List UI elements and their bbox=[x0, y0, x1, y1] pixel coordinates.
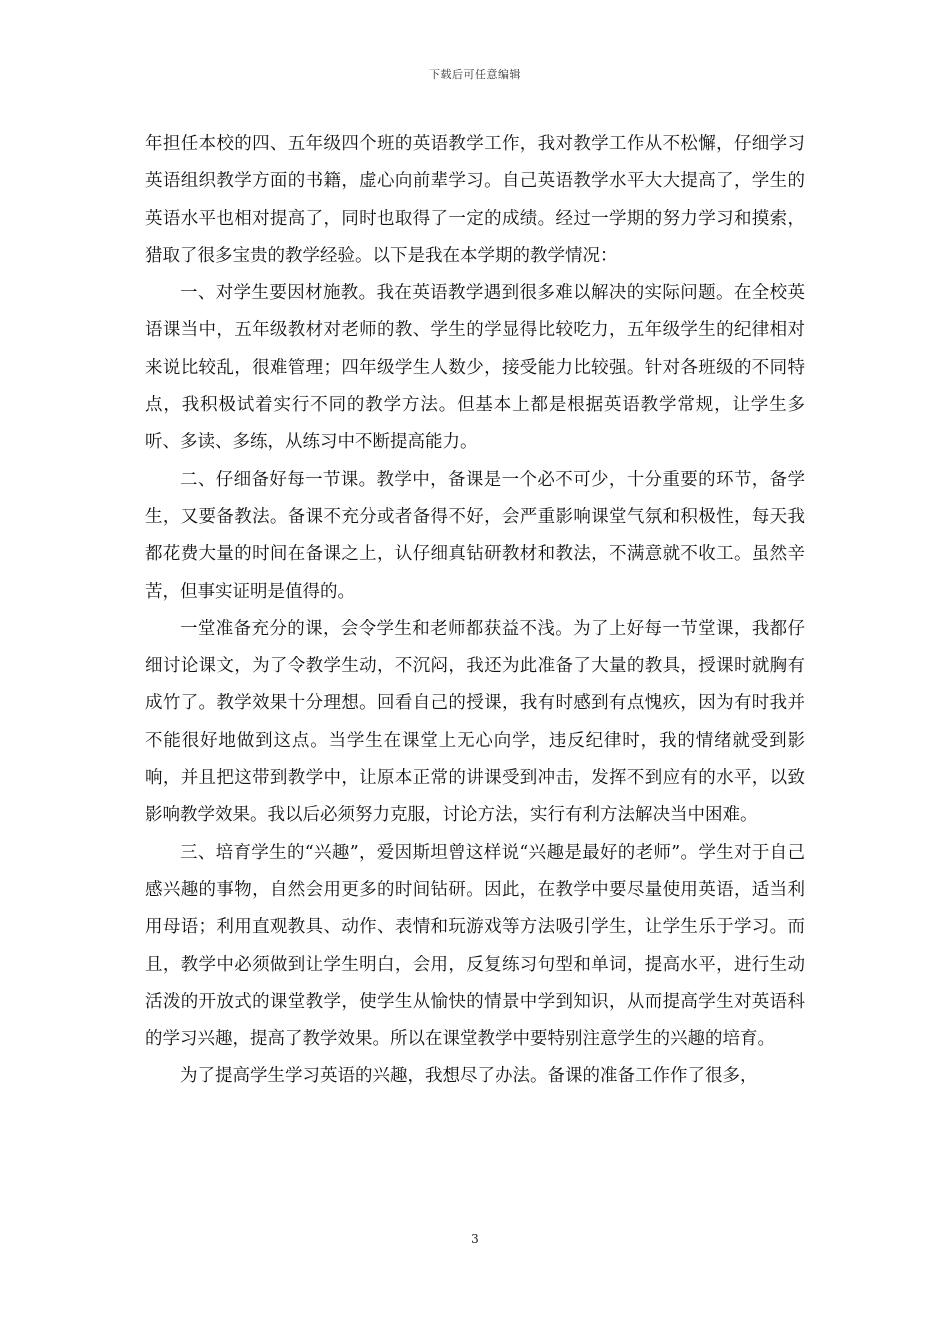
paragraph-teach-by-aptitude: 一、对学生要因材施教。我在英语教学遇到很多难以解决的实际问题。在全校英语课当中，五年级教材对老师的教、学生的学显得比较吃力，五年级学生的纪律相对来说比较乱，很难管理；四年级学生人数少，接受能力比较强。针对各班级的不同特点，我积极试着实行不同的教学方法。但基本上都是根据英语教学常规，让学生多听、多读、多练，从练习中不断提高能力。 bbox=[145, 283, 805, 453]
paragraph-continuation: 年担任本校的四、五年级四个班的英语教学工作，我对教学工作从不松懈，仔细学习英语组织教学方面的书籍，虚心向前辈学习。自己英语教学水平大大提高了，学生的英语水平也相对提高了，同时也取得了一定的成绩。经过一学期的努力学习和摸索，猎取了很多宝贵的教学经验。以下是我在本学期的教学情况： bbox=[145, 134, 805, 266]
page-header: 下载后可任意编辑 bbox=[429, 68, 521, 81]
paragraph-improve-interest: 为了提高学生学习英语的兴趣，我想尽了办法。备课的准备工作作了很多， bbox=[180, 1066, 758, 1087]
paragraph-lesson-preparation: 二、仔细备好每一节课。教学中，备课是一个必不可少，十分重要的环节，备学生，又要备教法。备课不充分或者备得不好，会严重影响课堂气氛和积极性，每天我都花费大量的时间在备课之上，认仔细真钻研教材和教法，不满意就不收工。虽然辛苦，但事实证明是值得的。 bbox=[145, 469, 805, 602]
body-text bbox=[145, 126, 805, 1096]
page-number: 3 bbox=[471, 1232, 479, 1246]
paragraph-well-prepared-lesson: 一堂准备充分的课，会令学生和老师都获益不浅。为了上好每一节堂课，我都仔细讨论课文，为了令教学生动，不沉闷，我还为此准备了大量的教具，授课时就胸有成竹了。教学效果十分理想。回看自己的授课，我有时感到有点愧疚，因为有时我并不能很好地做到这点。当学生在课堂上无心向学，违反纪律时，我的情绪就受到影响，并且把这带到教学中，让原本正常的讲课受到冲击，发挥不到应有的水平，以致影响教学效果。我以后必须努力克服，讨论方法，实行有利方法解决当中困难。 bbox=[145, 618, 805, 826]
paragraph-cultivate-interest: 三、培育学生的“兴趣”，爱因斯坦曾这样说“兴趣是最好的老师”。学生对于自己感兴趣的事物，自然会用更多的时间钻研。因此，在教学中要尽量使用英语，适当利用母语；利用直观教具、动作、表情和玩游戏等方法吸引学生，让学生乐于学习。而且，教学中必须做到让学生明白，会用，反复练习句型和单词，提高水平，进行生动活泼的开放式的课堂教学，使学生从愉快的情景中学到知识，从而提高学生对英语科的学习兴趣，提高了教学效果。所以在课堂教学中要特别注意学生的兴趣的培育。 bbox=[145, 842, 805, 1050]
